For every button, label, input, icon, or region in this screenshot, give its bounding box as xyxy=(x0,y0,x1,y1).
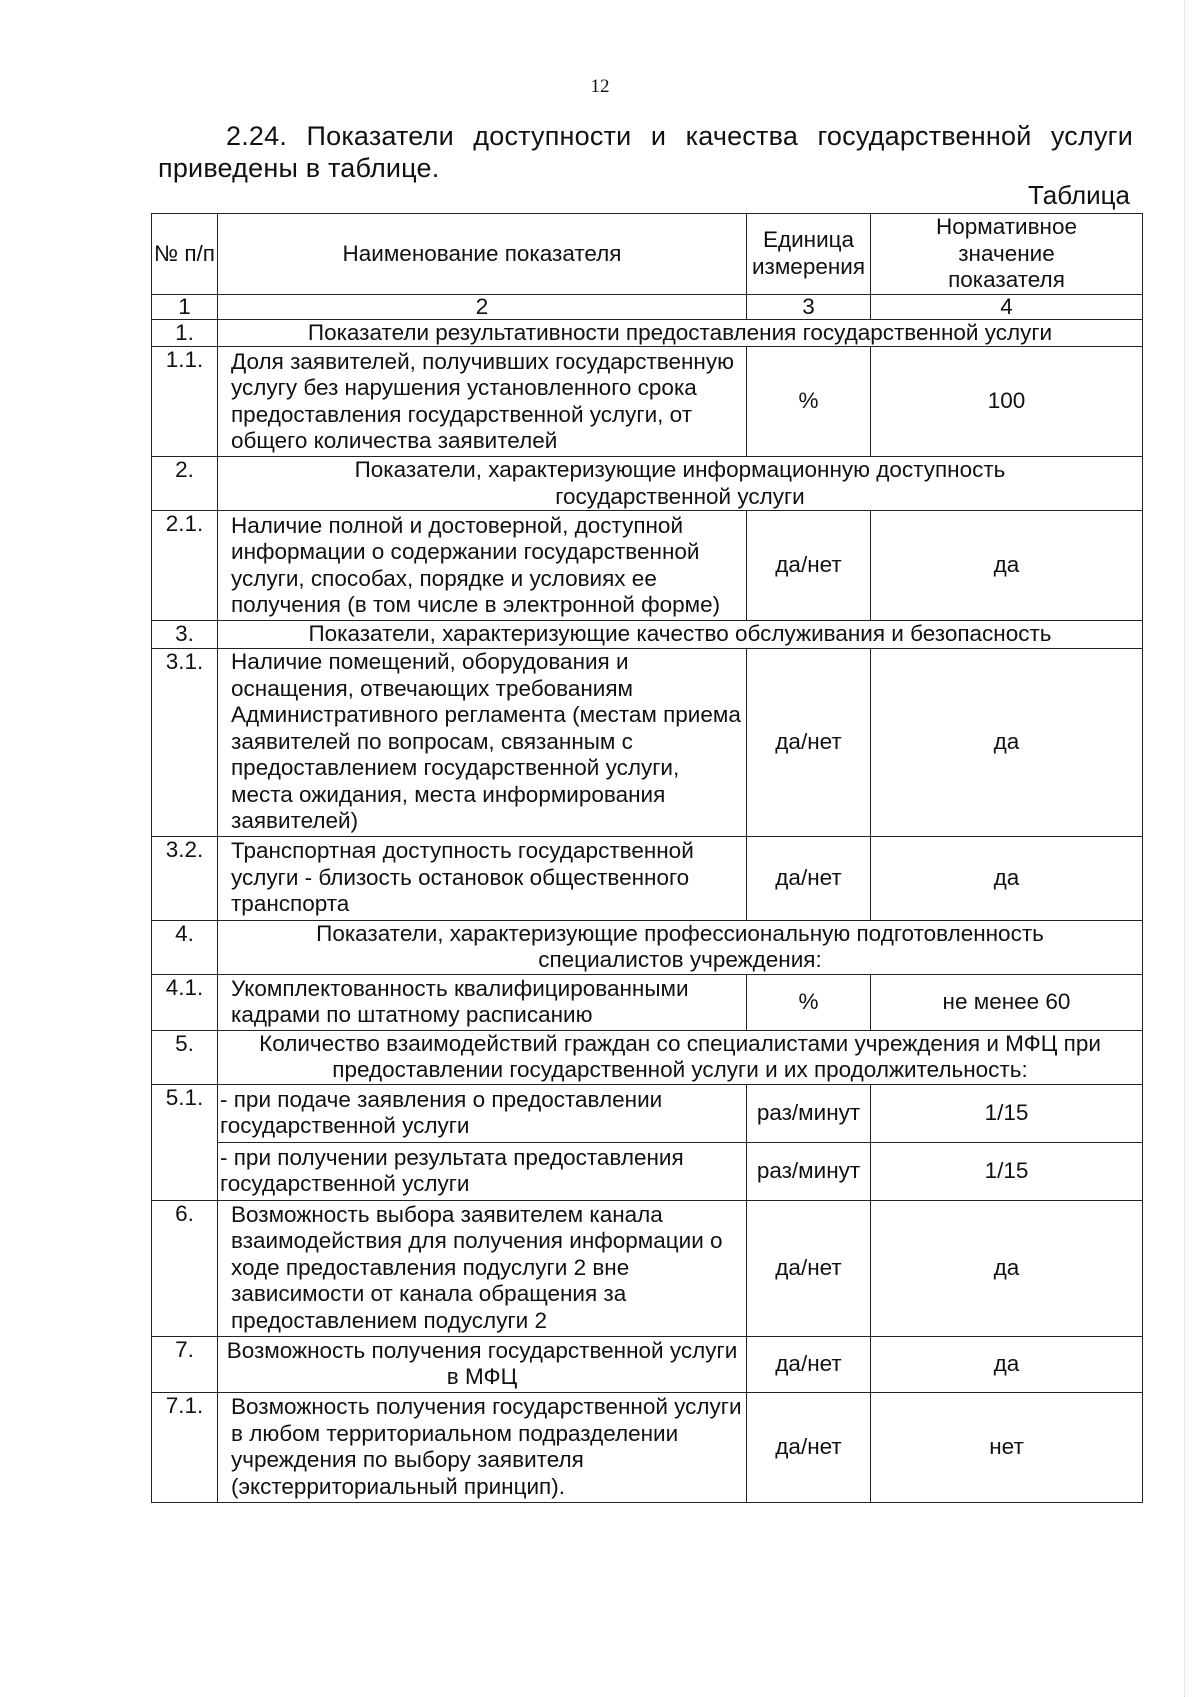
row-number: 1.1. xyxy=(152,347,218,457)
indicator-value: 100 xyxy=(871,347,1143,457)
section-title: Показатели результативности предоставления государственной услуги xyxy=(218,319,1143,347)
row-number: 4. xyxy=(152,920,218,974)
indicator-value: да xyxy=(871,1200,1143,1336)
table-row xyxy=(152,511,1143,621)
header-name: Наименование показателя xyxy=(218,214,747,295)
indicator-value: 1/15 xyxy=(871,1084,1143,1142)
indicator-unit: да/нет xyxy=(747,1336,871,1392)
header-unit: Единица измерения xyxy=(747,214,871,295)
indicator-name: Наличие помещений, оборудования и оснащения, отвечающих требованиям Административного регламента (местам приема заявителей по вопросам, связанным с предоставлением государственной услуги, места ожидания, места информирования заявителей) xyxy=(218,648,747,836)
indicator-value: да xyxy=(871,648,1143,836)
indicator-unit: да/нет xyxy=(747,1200,871,1336)
column-number: 1 xyxy=(152,294,218,319)
indicator-unit: да/нет xyxy=(747,836,871,920)
indicator-name: Возможность получения государственной услуги в любом территориальном подразделении учреждения по выбору заявителя (экстерриториальный принцип). xyxy=(218,1392,747,1502)
indicator-name: Возможность выбора заявителем канала взаимодействия для получения информации о ходе предоставления подуслуги 2 вне зависимости от канала обращения за предоставлением подуслуги 2 xyxy=(218,1200,747,1336)
table-row xyxy=(152,836,1143,920)
indicator-value: да xyxy=(871,1336,1143,1392)
indicator-value: 1/15 xyxy=(871,1142,1143,1200)
section-title: Показатели, характеризующие качество обслуживания и безопасность xyxy=(218,621,1143,649)
section-row xyxy=(152,319,1143,347)
indicator-name: - при подаче заявления о предоставлении государственной услуги xyxy=(218,1084,747,1142)
column-number-row xyxy=(152,294,1143,319)
table-row xyxy=(152,974,1143,1030)
indicator-name: - при получении результата предоставления государственной услуги xyxy=(218,1142,747,1200)
table-caption: Таблица xyxy=(1028,180,1130,210)
indicator-name: Транспортная доступность государственной услуги - близость остановок общественного транспорта xyxy=(218,836,747,920)
indicator-name: Возможность получения государственной услуги в МФЦ xyxy=(218,1336,747,1392)
indicator-unit: раз/минут xyxy=(747,1142,871,1200)
column-number: 3 xyxy=(747,294,871,319)
indicator-unit: раз/минут xyxy=(747,1084,871,1142)
indicator-unit: да/нет xyxy=(747,1392,871,1502)
section-title: Показатели, характеризующие информационную доступность государственной услуги xyxy=(218,457,1143,511)
header-row xyxy=(152,214,1143,295)
indicator-name: Доля заявителей, получивших государственную услугу без нарушения установленного срока предоставления государственной услуги, от общего количества заявителей xyxy=(218,347,747,457)
section-title: Показатели, характеризующие профессиональную подготовленность специалистов учреждения: xyxy=(218,920,1143,974)
indicator-value: нет xyxy=(871,1392,1143,1502)
indicator-unit: да/нет xyxy=(747,648,871,836)
row-number: 4.1. xyxy=(152,974,218,1030)
row-number: 7. xyxy=(152,1336,218,1392)
indicator-unit: да/нет xyxy=(747,511,871,621)
indicator-unit: % xyxy=(747,974,871,1030)
indicator-value: не менее 60 xyxy=(871,974,1143,1030)
section-row xyxy=(152,1030,1143,1084)
page-number: 12 xyxy=(590,76,610,97)
table-row xyxy=(152,1392,1143,1502)
section-title: Количество взаимодействий граждан со специалистами учреждения и МФЦ при предоставлении государственной услуги и их продолжительность: xyxy=(218,1030,1143,1084)
indicator-value: да xyxy=(871,511,1143,621)
row-number: 3.1. xyxy=(152,648,218,836)
row-number: 6. xyxy=(152,1200,218,1336)
indicator-name: Укомплектованность квалифицированными кадрами по штатному расписанию xyxy=(218,974,747,1030)
table-row xyxy=(152,1200,1143,1336)
section-heading: 2.24. Показатели доступности и качества государственной услуги приведены в таблице. xyxy=(158,121,1133,183)
header-num: № п/п xyxy=(152,214,218,295)
table-row xyxy=(152,648,1143,836)
header-value: Нормативное значение показателя xyxy=(871,214,1143,295)
row-number: 3. xyxy=(152,621,218,649)
table-row xyxy=(152,347,1143,457)
row-number: 7.1. xyxy=(152,1392,218,1502)
section-row xyxy=(152,920,1143,974)
section-row xyxy=(152,457,1143,511)
section-row xyxy=(152,621,1143,649)
indicators-table xyxy=(151,213,1143,1503)
table-row xyxy=(152,1142,1143,1200)
row-number: 2.1. xyxy=(152,511,218,621)
table-row xyxy=(152,1084,1143,1142)
column-number: 4 xyxy=(871,294,1143,319)
indicator-value: да xyxy=(871,836,1143,920)
indicators-table-wrap xyxy=(151,213,1142,1503)
row-number: 5. xyxy=(152,1030,218,1084)
column-number: 2 xyxy=(218,294,747,319)
row-number: 3.2. xyxy=(152,836,218,920)
row-number: 2. xyxy=(152,457,218,511)
row-number: 1. xyxy=(152,319,218,347)
table-row xyxy=(152,1336,1143,1392)
indicator-unit: % xyxy=(747,347,871,457)
indicator-name: Наличие полной и достоверной, доступной информации о содержании государственной услуги, способах, порядке и условиях ее получения (в том числе в электронной форме) xyxy=(218,511,747,621)
scan-edge xyxy=(1184,0,1186,1697)
row-number: 5.1. xyxy=(152,1084,218,1200)
